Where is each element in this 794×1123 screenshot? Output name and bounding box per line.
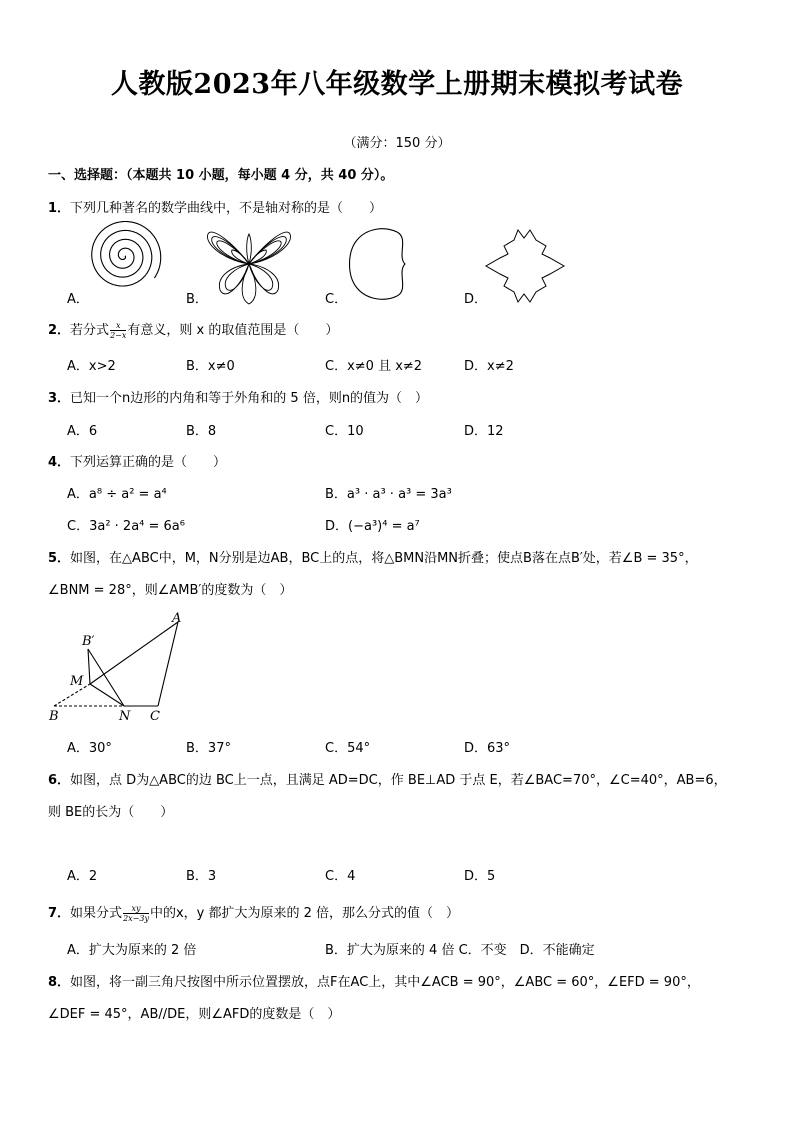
q6-stem-line2: 则 BE的长为（ ） (48, 805, 174, 820)
q6-stem-line1: 如图，点 D为△ABC的边 BC上一点，且满足 AD=DC，作 BE⊥AD 于点 E，若∠BAC=70°，∠C=40°，AB=6， (70, 773, 727, 788)
q1-option-d: D． (464, 292, 488, 307)
q1-option-a: A． (67, 292, 89, 307)
cardioid-curve-figure (345, 226, 415, 302)
label-n: N (119, 709, 131, 724)
q3-option-a: A．6 (67, 424, 98, 439)
q5-option-d: D．63° (464, 741, 511, 756)
label-a: A (172, 611, 182, 626)
triangle-fold-figure (46, 612, 196, 722)
butterfly-curve-figure (204, 224, 294, 308)
question-1 (48, 200, 382, 217)
q5-number: 5． (48, 551, 71, 566)
q1-stem: 下列几种著名的数学曲线中，不是轴对称的是（ ） (70, 201, 383, 216)
q3-option-d: D．12 (464, 424, 504, 439)
q4-option-c: C．3a² · 2a⁴ = 6a⁶ (67, 519, 185, 534)
q7-stem-pre: 如果分式 (70, 906, 123, 921)
q2-stem-pre: 若分式 (70, 323, 110, 338)
section-label: 一、选择题： (48, 168, 127, 183)
q4-option-b: B．a³ · a³ · a³ = 3a³ (325, 487, 452, 502)
q4-option-a: A．a⁸ ÷ a² = a⁴ (67, 487, 167, 502)
q2-fraction-denominator: 2−x (110, 331, 127, 340)
question-2 (48, 321, 338, 340)
q7-option-bcd: B．扩大为原来的 4 倍 C．不变 D．不能确定 (325, 943, 595, 958)
q1-option-c: C． (325, 292, 348, 307)
q6-option-c: C．4 (325, 869, 356, 884)
q4-option-d: D．(−a³)⁴ = a⁷ (325, 519, 420, 534)
page-title: 人教版2023年八年级数学上册期末模拟考试卷 (110, 69, 684, 100)
q3-option-b: B．8 (186, 424, 217, 439)
snowflake-curve-figure (484, 228, 570, 304)
section-detail: （本题共 10 小题，每小题 4 分，共 40 分）。 (126, 168, 394, 183)
question-5 (48, 550, 698, 567)
q3-number: 3． (48, 391, 71, 406)
label-b: B (49, 709, 59, 724)
q2-option-b: B．x≠0 (186, 359, 235, 374)
q7-option-a: A．扩大为原来的 2 倍 (67, 943, 197, 958)
q2-number: 2． (48, 323, 71, 338)
q2-fraction-numerator: x (110, 321, 126, 331)
q6-number: 6． (48, 773, 71, 788)
question-6 (48, 772, 727, 789)
q6-option-b: B．3 (186, 869, 217, 884)
question-4 (48, 454, 226, 471)
label-m: M (70, 674, 84, 689)
q5-option-a: A．30° (67, 741, 112, 756)
q3-stem: 已知一个n边形的内角和等于外角和的 5 倍，则n的值为（ ） (70, 391, 429, 406)
section-heading (48, 167, 393, 184)
q5-stem-line1: 如图，在△ABC中，M，N分别是边AB，BC上的点，将△BMN沿MN折叠；使点B落在点B′处，若∠B = 35°， (70, 551, 698, 566)
q7-fraction (123, 904, 149, 923)
q1-number: 1． (48, 201, 71, 216)
question-3 (48, 390, 428, 407)
q2-option-a: A．x>2 (67, 359, 116, 374)
score-note: （满分：150 分） (343, 136, 451, 151)
q4-stem: 下列运算正确的是（ ） (70, 455, 227, 470)
q8-stem-line2: ∠DEF = 45°，AB//DE，则∠AFD的度数是（ ） (48, 1007, 341, 1022)
q2-option-d: D．x≠2 (464, 359, 514, 374)
q7-number: 7． (48, 906, 71, 921)
q2-fraction (110, 321, 126, 340)
q5-option-c: C．54° (325, 741, 371, 756)
q6-option-a: A．2 (67, 869, 98, 884)
q2-option-c: C．x≠0 且 x≠2 (325, 359, 423, 374)
q4-number: 4． (48, 455, 71, 470)
q1-option-b: B． (186, 292, 208, 307)
question-8 (48, 974, 700, 991)
q8-number: 8． (48, 975, 71, 990)
q7-fraction-denominator: 2x−3y (123, 914, 149, 923)
q7-fraction-numerator: xy (123, 904, 149, 914)
q8-stem-line1: 如图，将一副三角尺按图中所示位置摆放，点F在AC上，其中∠ACB = 90°，∠ABC = 60°，∠EFD = 90°， (70, 975, 700, 990)
label-c: C (150, 709, 160, 724)
spiral-curve-figure (86, 218, 168, 300)
q6-option-d: D．5 (464, 869, 496, 884)
q5-stem-line2: ∠BNM = 28°，则∠AMB′的度数为（ ） (48, 583, 293, 598)
q2-stem-post: 有意义，则 x 的取值范围是（ ） (127, 323, 339, 338)
question-7 (48, 904, 459, 923)
label-b-prime: B′ (82, 634, 95, 649)
q3-option-c: C．10 (325, 424, 364, 439)
q5-option-b: B．37° (186, 741, 231, 756)
q7-stem-post: 中的x，y 都扩大为原来的 2 倍，那么分式的值（ ） (149, 906, 460, 921)
